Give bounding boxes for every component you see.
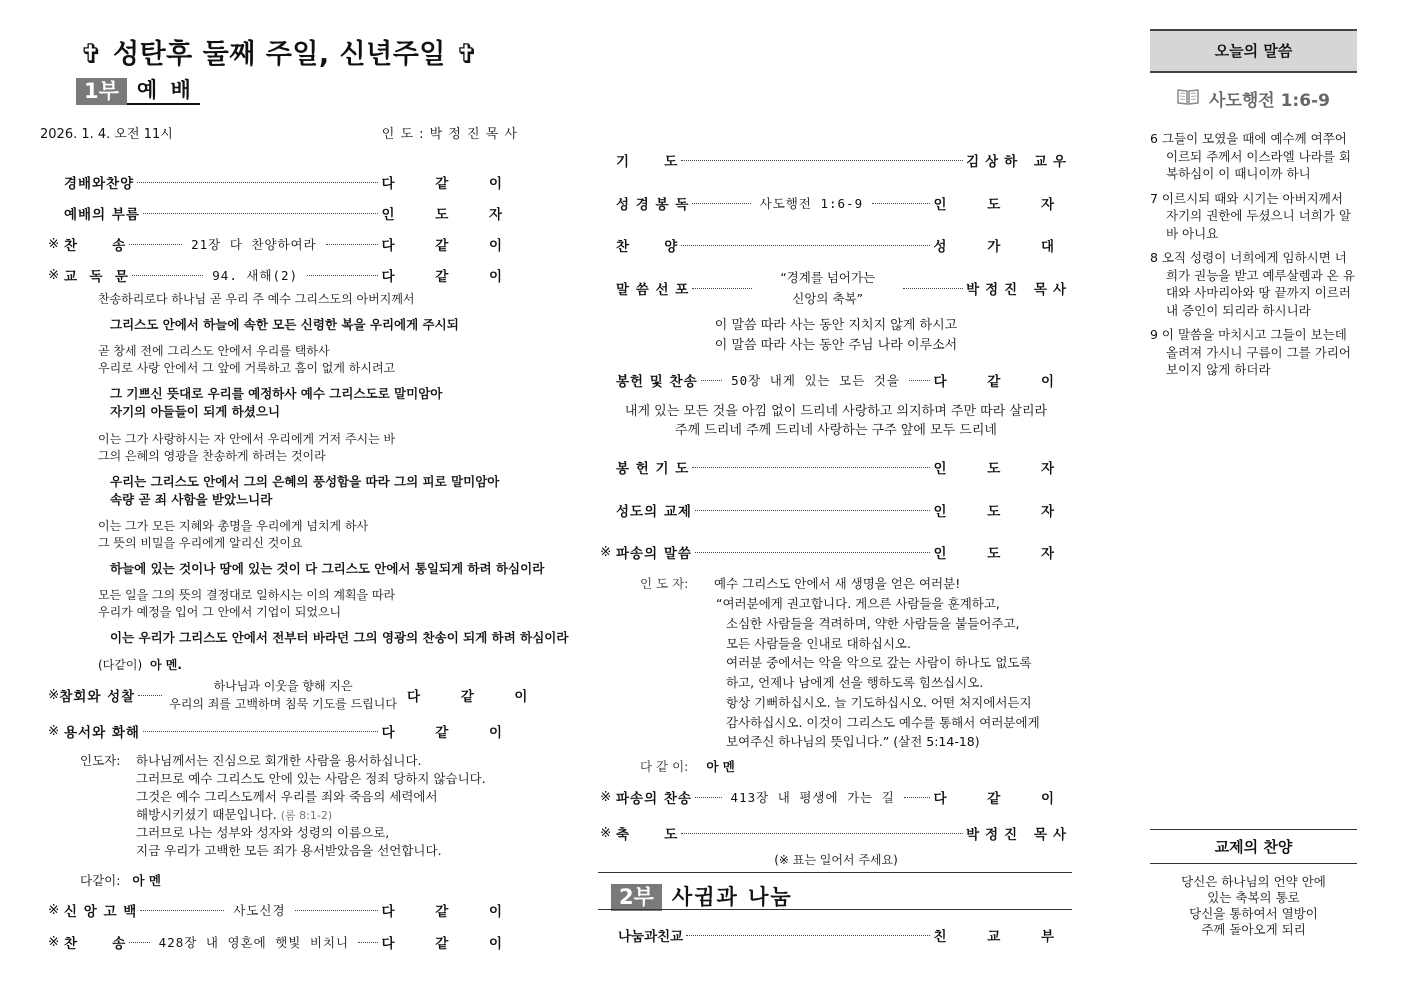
order-row-sharing — [600, 925, 1072, 945]
reading-line-response: 그 기쁘신 뜻대로 우리를 예정하사 예수 그리스도로 말미암아 — [110, 386, 443, 401]
reading-line-response: 하늘에 있는 것이나 땅에 있는 것이 다 그리스도 안에서 통일되게 하려 하심이라 — [110, 561, 545, 576]
order-label: 예배의 부름 — [64, 207, 140, 223]
page-title: ✞ 성탄후 둘째 주일, 신년주일 ✞ — [80, 39, 479, 70]
reading-line: 모든 일을 그의 뜻의 결정대로 일하시는 이의 계획을 따라 — [98, 588, 396, 602]
pardon-line: 하나님께서는 진심으로 회개한 사람을 용서하십니다. — [136, 753, 422, 768]
order-who: 인 도 자 — [933, 504, 1072, 520]
order-who: 인 도 자 — [933, 197, 1073, 213]
order-who: 친 교 부 — [933, 929, 1072, 945]
order-detail: 사도신경 — [227, 901, 291, 919]
part2-name: 사귐과 나눔 — [671, 885, 793, 909]
order-who: 김상하 교우 — [966, 154, 1072, 170]
verse-list — [1150, 130, 1358, 386]
song-line: 당신은 하나님의 언약 안에 — [1181, 874, 1326, 889]
dot-leader — [143, 213, 379, 214]
order-row-sending-hymn: ※ 파송의 찬송 413장 내 평생에 가는 길 다 같 이 — [600, 789, 1072, 807]
dot-leader — [681, 160, 963, 161]
divider — [1150, 829, 1357, 830]
order-who: 다 같 이 — [381, 176, 520, 192]
order-label: 성 경 봉 독 — [616, 197, 690, 213]
sending-response: 다 같 이: 아 멘 — [640, 759, 735, 774]
reading-line-response: 그리스도 안에서 하늘에 속한 모든 신령한 복을 우리에게 주시되 — [110, 317, 459, 332]
divider — [598, 872, 1072, 873]
pardon-response: 다같이: 아 멘 — [80, 873, 161, 888]
order-label: 말 씀 선 포 — [616, 282, 690, 298]
order-row-pardon: ※ 용서와 화해 다 같 이 — [48, 723, 520, 741]
part1-name: 예 배 — [127, 78, 200, 105]
service-date: 2026. 1. 4. 오전 11시 — [40, 127, 173, 142]
song-line: 있는 축복의 통로 — [1207, 890, 1300, 905]
order-row-choir — [600, 235, 1072, 255]
order-label: 나눔과친교 — [618, 929, 684, 945]
reading-line: 그 뜻의 비밀을 우리에게 알리신 것이요 — [98, 536, 303, 550]
reading-line: 우리로 사랑 안에서 그 앞에 거룩하고 흠이 없게 하시려고 — [98, 361, 396, 375]
sending-line: 여러분 중에서는 악을 악으로 갚는 사람이 하나도 없도록 — [726, 655, 1032, 670]
verse-item: 8 오직 성령이 너희에게 임하시면 너희가 권능을 받고 예루살렘과 온 유대와 사마리아와 땅 끝까지 이르러 내 증인이 되리라 하시니라 — [1150, 250, 1355, 318]
pardon-line: 해방시키셨기 때문입니다. (롬 8:1-2) — [136, 807, 333, 822]
order-detail: 사도행전 1:6-9 — [754, 194, 869, 212]
dot-leader — [307, 275, 378, 276]
order-row-confession: ※ 참회와 성찰 하나님과 이웃을 향해 지은 우리의 죄를 고백하며 침묵 기도를 드립니다 다 같 이 — [48, 679, 546, 711]
pardon-line: 그러므로 나는 성부와 성자와 성령의 이름으로, — [136, 825, 390, 840]
reading-line: 찬송하리로다 하나님 곧 우리 주 예수 그리스도의 아버지께서 — [98, 292, 415, 306]
order-row-responsive-reading: ※ 교 독 문 94. 새해(2) 다 같 이 — [48, 267, 520, 285]
dot-leader — [701, 380, 723, 381]
offering-lyrics: 내게 있는 모든 것을 아낌 없이 드리네 사랑하고 의지하며 주만 따라 살리라 — [624, 404, 1048, 419]
reading-line-response: 자기의 아들들이 되게 하셨으니 — [110, 404, 281, 419]
order-who: 다 같 이 — [381, 936, 521, 952]
dot-leader — [686, 935, 930, 936]
order-who: 다 같 이 — [406, 689, 546, 705]
order-detail: 94. 새해(2) — [206, 266, 304, 284]
dot-leader — [681, 833, 963, 834]
order-label: 봉 헌 기 도 — [616, 461, 690, 477]
divider — [1150, 863, 1357, 864]
reading-line-response: 이는 우리가 그리스도 안에서 전부터 바라던 그의 영광의 찬송이 되게 하려 하심이라 — [110, 630, 569, 645]
order-label: 기 도 — [616, 154, 679, 170]
order-who: 성 가 대 — [933, 239, 1072, 255]
dot-leader — [695, 552, 931, 553]
todays-word-header: 오늘의 말씀 — [1150, 29, 1357, 73]
sending-line: 소심한 사람들을 격려하며, 약한 사람들을 붙들어주고, — [726, 616, 1020, 631]
order-row-benediction: ※ 축 도 박정진 목사 — [600, 825, 1072, 843]
stand-note: (※ 표는 일어서 주세요) — [774, 853, 898, 867]
order-label: 교 독 문 — [64, 269, 129, 285]
order-who: 인 도 자 — [933, 461, 1072, 477]
dot-leader — [129, 942, 149, 943]
sending-line: 보여주신 하나님의 뜻입니다.” (살전 5:14-18) — [726, 734, 980, 749]
book-icon — [1177, 88, 1199, 110]
dot-leader — [904, 797, 931, 798]
dot-leader — [129, 244, 182, 245]
order-who: 인 도 자 — [381, 207, 520, 223]
dot-leader — [692, 203, 750, 204]
order-who: 박정진 목사 — [966, 282, 1072, 298]
order-who: 다 같 이 — [933, 791, 1072, 807]
verse-item: 7 이르시되 때와 시기는 아버지께서 자기의 권한에 두셨으니 너희가 알 바 아니요 — [1150, 190, 1351, 241]
order-row-offering — [600, 370, 1072, 390]
part1-tag: 1부 — [76, 78, 127, 105]
dot-leader — [138, 695, 162, 696]
order-detail: 50장 내게 있는 모든 것을 — [725, 371, 906, 389]
pardon-line: 그것은 예수 그리스도께서 우리를 죄와 죽음의 세력에서 — [136, 789, 438, 804]
order-who: 다 같 이 — [381, 238, 520, 254]
part2-tag: 2부 — [611, 884, 662, 911]
order-who: 다 같 이 — [933, 374, 1073, 390]
order-row-scripture — [600, 193, 1072, 213]
sending-leader-label: 인 도 자: — [640, 576, 689, 591]
order-label: 찬 송 — [64, 238, 127, 254]
order-label: 용서와 화해 — [64, 725, 140, 741]
order-row-hymn: ※ 찬 송 21장 다 찬양하여라 다 같 이 — [48, 236, 520, 254]
sending-line: 예수 그리스도 안에서 새 생명을 얻은 여러분! — [714, 576, 961, 591]
order-label: 신 앙 고 백 — [64, 904, 138, 920]
order-who: 다 같 이 — [381, 904, 521, 920]
reading-amen: (다같이) 아 멘. — [98, 658, 182, 672]
order-label: 참회와 성찰 — [59, 689, 136, 705]
order-detail: 21장 다 찬양하여라 — [185, 235, 323, 253]
order-who: 다 같 이 — [381, 725, 520, 741]
part1-header — [76, 78, 200, 105]
song-lyrics — [1150, 874, 1357, 938]
dot-leader — [681, 245, 930, 246]
order-label: 찬 양 — [616, 239, 679, 255]
dot-leader — [132, 275, 203, 276]
verse-item: 9 이 말씀을 마치시고 그들이 보는데 올려져 가시니 구름이 그를 가리어 보이지 않게 하더라 — [1150, 327, 1351, 377]
pardon-leader-label: 인도자: — [80, 753, 121, 768]
order-row-sending-word: ※ 파송의 말씀 인 도 자 — [600, 544, 1072, 562]
reading-line-response: 우리는 그리스도 안에서 그의 은혜의 풍성함을 따라 그의 피로 말미암아 — [110, 474, 500, 489]
order-label: 축 도 — [616, 827, 679, 843]
divider — [598, 909, 1072, 910]
order-row-praise — [48, 172, 520, 192]
dot-leader — [695, 797, 722, 798]
dot-leader — [909, 380, 931, 381]
reading-line-response: 속량 곧 죄 사함을 받았느니라 — [110, 492, 273, 507]
order-detail: 428장 내 영혼에 햇빛 비치니 — [153, 933, 355, 951]
order-row-creed: ※ 신 앙 고 백 사도신경 다 같 이 — [48, 902, 521, 920]
service-info — [40, 123, 518, 142]
sending-line: “여러분에게 권고합니다. 게으른 사람들을 훈계하고, — [716, 596, 1000, 611]
sending-line: 하고, 언제나 남에게 선을 행하도록 힘쓰십시오. — [726, 675, 984, 690]
pardon-line: 그러므로 예수 그리스도 안에 있는 사람은 정죄 당하지 않습니다. — [136, 771, 486, 786]
reading-line: 이는 그가 모든 지혜와 총명을 우리에게 넘치게 하사 — [98, 519, 369, 533]
reading-line: 우리가 예정을 입어 그 안에서 기업이 되었으니 — [98, 605, 342, 619]
order-label: 파송의 찬송 — [616, 791, 692, 807]
order-who: 인 도 자 — [933, 546, 1072, 562]
order-label: 성도의 교제 — [616, 504, 692, 520]
order-who: 다 같 이 — [381, 269, 520, 285]
reading-line: 그의 은혜의 영광을 찬송하게 하려는 것이라 — [98, 449, 326, 463]
dot-leader — [692, 467, 930, 468]
order-detail: 413장 내 평생에 가는 길 — [725, 788, 901, 806]
dot-leader — [692, 288, 752, 289]
service-leader: 인 도 : 박 정 진 목 사 — [381, 127, 518, 142]
pardon-line: 지금 우리가 고백한 모든 죄가 용서받았음을 선언합니다. — [136, 843, 442, 858]
order-label: 찬 송 — [64, 936, 127, 952]
order-label: 파송의 말씀 — [616, 546, 692, 562]
part2-header — [611, 884, 799, 911]
reading-line: 이는 그가 사랑하시는 자 안에서 우리에게 거저 주시는 바 — [98, 432, 396, 446]
dot-leader — [295, 910, 379, 911]
sending-line: 항상 기뻐하십시오. 늘 기도하십시오. 어떤 처지에서든지 — [726, 695, 1032, 710]
scripture-heading — [1150, 86, 1357, 111]
order-row-hymn2: ※ 찬 송 428장 내 영혼에 햇빛 비치니 다 같 이 — [48, 934, 521, 952]
verse-item: 6 그들이 모였을 때에 예수께 여쭈어 이르되 주께서 이스라엘 나라를 회복하심이 이 때니이까 하니 — [1150, 131, 1351, 181]
offering-lyrics: 주께 드리네 주께 드리네 사랑하는 구주 앞에 모두 드리네 — [675, 423, 997, 438]
dot-leader — [358, 942, 378, 943]
order-label: 봉헌 및 찬송 — [616, 374, 698, 390]
order-row-prayer — [600, 150, 1072, 170]
scripture-reference: 사도행전 1:6-9 — [1208, 91, 1330, 111]
dot-leader — [326, 244, 379, 245]
order-who: 박정진 목사 — [966, 827, 1072, 843]
order-row-call — [48, 203, 520, 223]
dot-leader — [143, 731, 379, 732]
sermon-title: “경계를 넘어가는 신앙의 축복” — [780, 270, 876, 306]
reading-line: 곧 창세 전에 그리스도 안에서 우리를 택하사 — [98, 344, 330, 358]
sending-line: 모든 사람들을 인내로 대하십시오. — [726, 636, 911, 651]
order-row-sermon — [600, 268, 1072, 308]
scripture-ref: (롬 8:1-2) — [280, 809, 333, 822]
sending-line: 감사하십시오. 이것이 그리스도 예수를 통해서 여러분에게 — [726, 715, 1040, 730]
dot-leader — [140, 910, 224, 911]
dot-leader — [903, 288, 963, 289]
dot-leader — [695, 510, 931, 511]
order-row-fellowship — [600, 500, 1072, 520]
order-row-offering-prayer — [600, 457, 1072, 477]
fellowship-song-title: 교제의 찬양 — [1214, 838, 1293, 856]
sermon-prayer-line: 이 말씀 따라 사는 동안 주님 나라 이루소서 — [714, 338, 958, 353]
song-line: 주께 돌아오게 되리 — [1201, 922, 1306, 937]
song-line: 당신을 통하여서 열방이 — [1189, 906, 1318, 921]
sermon-prayer-line: 이 말씀 따라 사는 동안 지치지 않게 하시고 — [714, 318, 958, 333]
dot-leader — [872, 203, 930, 204]
order-detail: 하나님과 이웃을 향해 지은 우리의 죄를 고백하며 침묵 기도를 드립니다 — [169, 679, 397, 711]
order-label: 경배와찬양 — [64, 176, 135, 192]
dot-leader — [137, 182, 378, 183]
